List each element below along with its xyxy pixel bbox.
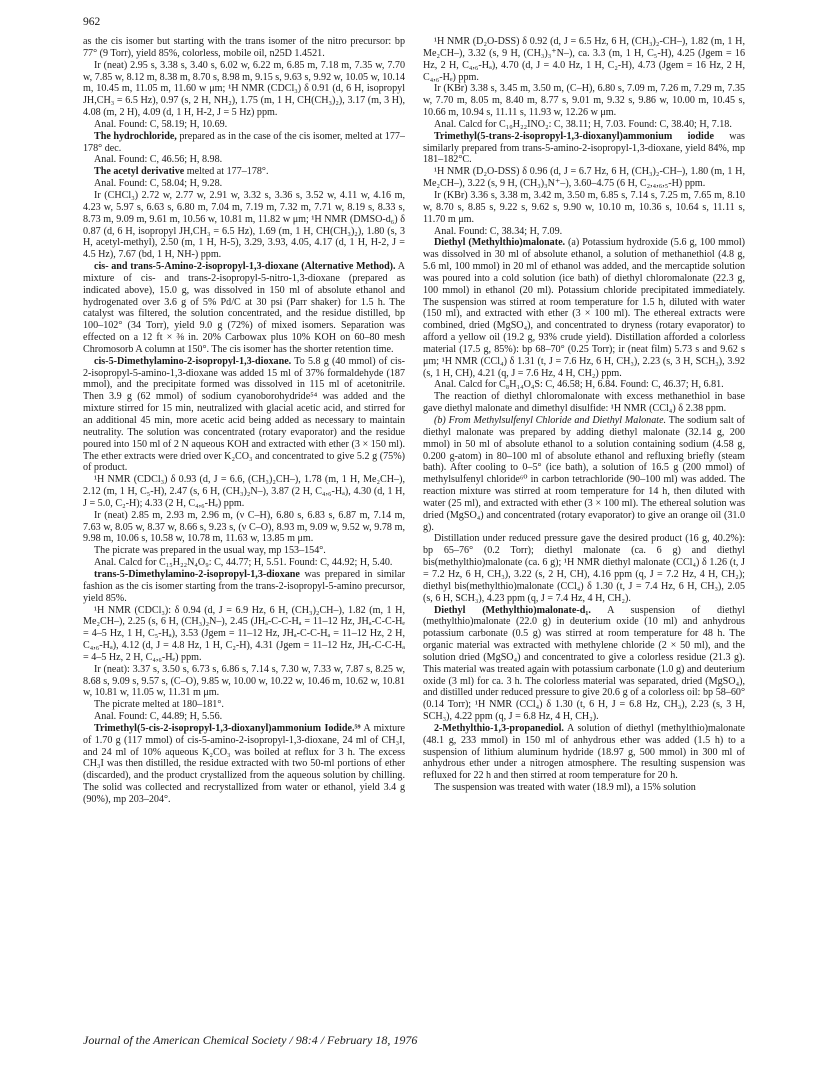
paragraph: ¹H NMR (CDCl₃) δ 0.93 (d, J = 6.6, (CH₃)₂CH–), 1.78 (m, 1 H, Me₂CH–), 2.12 (m, 1 H, C₅-H), 2.47 (s, 6 H, (CH₃)₂N–), 3.87 (2 H, C₄,₆-Hₐ), 4.30 (d, 1 H, J = 5.0, C₂-H); 4.33 (2 H, C₄,₆-Hₑ) ppm. — [83, 474, 405, 509]
paragraph: Anal. Found: C, 58.19; H, 10.69. — [94, 118, 228, 130]
paragraph — [423, 131, 745, 167]
paragraph — [423, 415, 745, 533]
paragraph-text: was prepared in similar fashion as the cis isomer starting from the trans-2-isopropyl-5-amino precursor, yield 85%. — [83, 568, 405, 604]
paragraph-text: was similarly prepared from trans-5-amino-2-isopropyl-1,3-dioxane, yield 84%, mp 181–182°C. — [423, 130, 745, 166]
paragraph: ¹H NMR (CDCl₃): δ 0.94 (d, J = 6.9 Hz, 6 H, (CH₃)₂CH–), 1.82 (m, 1 H, Me₂CH–), 2.25 (s, 6 H, (CH₃)₂N–), 2.45 (JHₐ-C-C-Hₐ = 11–12 Hz, JHₐ-C-C-Hₑ = 4–5 Hz, 1 H, C₅-Hₐ), 3.53 (Jgem = 11–12 Hz, JHₐ-C-C-Hₐ = 11–12 Hz, 2 H, C₄,₆-Hₐ), 4.12 (d, J = 4.8 Hz, 1 H, C₂-H), 4.31 (Jgem = 11–12 Hz, JHₑ-C-C-Hₐ = 4–5 Hz, 2 H, C₄,₆-Hₑ) ppm. — [83, 604, 405, 663]
paragraph: Anal. Found: C, 46.56; H, 8.98. — [94, 154, 223, 166]
paragraph: as the cis isomer but starting with the trans isomer of the nitro precursor: bp 77° (9 Torr), yield 85%, colorless, mobile oil, n25D 1.4521. — [83, 36, 405, 59]
paragraph: Ir (neat) 2.85 m, 2.93 m, 2.96 m, (ν C–H), 6.80 s, 6.83 s, 6.87 m, 7.14 m, 7.63 w, 8.05 w, 8.37 w, 8.66 s, 9.23 s, (ν C–O), 8.93 m, 9.09 w, 9.52 w, 9.78 m, 9.98 m, 10.06 s, 10.58 w, 10.78 m, 11.63 w, 13.85 m μm. — [83, 509, 405, 545]
paragraph-text: (a) Potassium hydroxide (5.6 g, 100 mmol) was dissolved in 30 ml of absolute ethanol, a solution of methanethiol (4.8 g, 5.6 ml, 100 mmol) in 20 ml of ethanol was added, and the mercaptide solution was poured into a cold solution (ice bath) of diethyl chloromalonate (22.3 g, 100 mmol) in ethanol (20 ml). Potassium chloride precipitated immediately. The suspension was stirred at room temperature for 1.5 h, diluted with water (150 ml), and extracted with ether (3 × 100 ml). The ethereal extracts were combined, dried (MgSO₄), and concentrated to dryness (rotary evaporator) to afford a yellow oil (19.2 g, 93% crude yield). Distillation afforded a colorless material (17.5 g, 85%): bp 68–70° (0.25 Torr); ir (neat film) 5.73 s and 9.62 s μm; ¹H NMR (CCl₄) δ 1.31 (t, J = 7.6 Hz, 6 H, CH₃), 2.23 (s, 3 H, SCH₃), 3.92 (s, 1 H, CH), 4.21 (q, J = 7.6 Hz, 4 H, CH₂) ppm. — [423, 237, 746, 379]
paragraph-text: A mixture of cis- and trans-2-isopropyl-5-nitro-1,3-dioxane (prepared as indicated above), 15.0 g, was dissolved in 150 ml of absolute ethanol and hydrogenated over 3.6 g of 5% Pd/C at 30 psi (Parr shaker) for 1.5 h. The catalyst was filtered, the solution concentrated, and the residue distilled, bp 100–102° (34 Torr), yield 9.0 g (72%) of mixed isomers. Separation was effected on a 12 ft × ⅜ in. 20% Carbowax plus 10% KOH on 60–80 mesh Chromosorb A column at 150°. The cis isomer has the shorter retention time. — [83, 261, 405, 355]
compound-heading: cis-5-Dimethylamino-2-isopropyl-1,3-dioxane. — [94, 355, 292, 367]
paragraph: Ir (KBr) 3.36 s, 3.38 m, 3.42 m, 3.50 m, 6.85 s, 7.14 s, 7.25 m, 7.65 m, 8.10 w, 8.70 s, 8.85 s, 9.22 s, 9.62 s, 9.90 w, 10.10 m, 10.36 s, 10.64 s, 11.11 s, 11.70 m μm. — [423, 189, 745, 225]
paragraph — [83, 261, 405, 356]
paragraph: Ir (KBr) 3.38 s, 3.45 m, 3.50 m, (C–H), 6.80 s, 7.09 m, 7.26 m, 7.29 m, 7.35 w, 7.70 m, 8.05 m, 8.40 m, 8.77 s, 9.01 m, 9.32 s, 9.86 w, 10.00 m, 10.45 s, 10.66 m, 10.94 s, 11.11 s, 11.93 w, 12.26 w μm. — [423, 83, 745, 119]
paragraph — [83, 356, 405, 474]
right-column — [423, 36, 745, 794]
paragraph-text: To 5.8 g (40 mmol) of cis-2-isopropyl-5-amino-1,3-dioxane was added 15 ml of 37% formaldehyde (187 mmol), and the precipitate formed was dissolved in 115 ml of acetonitrile. Then 3.9 g (62 mmol) of sodium cyanoborohydride⁵⁴ was added and the mixture stirred for 15 min, neutralized with glacial acetic acid, and stirred for an additional 45 min, more acetic acid being added as necessary to maintain neutrality. The solution was concentrated (rotary evaporator) and the residue poured into 150 ml of 2 N aqueous KOH and extracted with ether (3 × 150 ml). The ether extracts were dried over K₂CO₃ and concentrated to give 5.2 g (75%) of product. — [83, 355, 405, 474]
paragraph-text: The sodium salt of diethyl malonate was prepared by adding diethyl malonate (32.14 g, 200 mmol) in 50 ml of absolute ethanol to a solution containing sodium (4.58 g, 0.200 g-atom) in 80–100 ml of absolute ethanol and refluxing briefly (steam bath). After cooling to 0–5° (ice bath), a solution of 16.5 g (200 mmol) of methylsulfenyl chloride⁶⁰ in carbon tetrachloride (90–100 ml) was added. The reaction mixture was stirred at room temperature for 14 h, then diluted with water (25 ml), and extracted with ether (3 × 100 ml). The ethereal solution was dried (MgSO₄) and concentrated (rotary evaporator) to give an orange oil (31.0 g). — [423, 415, 745, 533]
paragraph: Anal. Calcd for C₁₀H₂₂INO₂: C, 38.11; H, 7.03. Found: C, 38.40; H, 7.18. — [434, 118, 732, 130]
paragraph: ¹H NMR (D₂O-DSS) δ 0.96 (d, J = 6.7 Hz, 6 H, (CH₃)₂-CH–), 1.80 (m, 1 H, Me₂CH–), 3.22 (s, 9 H, (CH₃)₃N⁺–), 3.60–4.75 (6 H, C₂,₄,₆,₅-H) ppm. — [423, 166, 745, 190]
paragraph: Ir (neat) 2.95 s, 3.38 s, 3.40 s, 6.02 w, 6.22 m, 6.85 m, 7.18 m, 7.35 w, 7.70 w, 7.85 w, 8.12 m, 8.38 m, 8.70 s, 8.98 m, 9.15 s, 9.63 s, 9.92 w, 10.05 w, 10.14 m, 10.45 m, 11.05 m, 11.60 w μm; ¹H NMR (CDCl₃) δ 0.91 (d, 6 H, isopropyl JH,CH₃ = 6.5 Hz), 0.97 (s, 2 H, NH₂), 1.75 (m, 1 H, CH(CH₃)₂), 3.17 (m, 3 H), 4.08 (m, 2 H), 4.09 (d, 1 H, H-2, J = 5 Hz) ppm. — [83, 59, 405, 119]
paragraph: The picrate melted at 180–181°. — [94, 699, 224, 711]
page-number: 962 — [83, 16, 101, 28]
paragraph: Anal. Found: C, 38.34; H, 7.09. — [434, 225, 563, 237]
paragraph: Ir (neat): 3.37 s, 3.50 s, 6.73 s, 6.86 s, 7.14 s, 7.30 w, 7.33 w, 7.87 s, 8.25 w, 8.68 s, 9.09 s, 9.57 s, (C–O), 9.85 w, 10.00 w, 10.22 w, 10.46 m, 10.62 w, 10.81 w, 10.81 w, 11.05 w, 11.31 m μm. — [83, 663, 405, 699]
paragraph — [83, 131, 405, 155]
compound-heading: Diethyl (Methylthio)malonate. — [434, 237, 566, 249]
compound-heading: 2-Methylthio-1,3-propanediol. — [434, 722, 564, 734]
journal-footer: Journal of the American Chemical Society / 98:4 / February 18, 1976 — [83, 1033, 418, 1047]
compound-heading: cis- and trans-5-Amino-2-isopropyl-1,3-dioxane (Alternative Method). — [94, 261, 396, 273]
paragraph: Anal. Found: C, 44.89; H, 5.56. — [94, 711, 223, 723]
compound-heading: Diethyl (Methylthio)malonate-d₁. — [434, 604, 591, 616]
paragraph-text: prepared as in the case of the cis isomer, melted at 177–178° dec. — [83, 130, 405, 154]
paragraph: The suspension was treated with water (18.9 ml), a 15% solution — [434, 782, 696, 794]
paragraph — [423, 237, 745, 379]
paragraph: ¹H NMR (D₂O-DSS) δ 0.92 (d, J = 6.5 Hz, 6 H, (CH₃)₂-CH–), 1.82 (m, 1 H, Me₂CH–), 3.32 (s, 9 H, (CH₃)₃⁺N–), ca. 3.3 (m, 1 H, C₅-H), 4.25 (Jgem = 16 Hz, 2 H, C₄,₆-Hₐ), 4.70 (d, J = 4.0 Hz, 1 H, C₂-H), 4.73 (Jgem = 16 Hz, 2 H, C₄,₆-Hₑ) ppm. — [423, 36, 745, 83]
paragraph-text: A solution of diethyl (methylthio)malonate (48.1 g, 233 mmol) in 150 ml of anhydrous ether was added (1.5 h) to a suspension of lithium aluminum hydride (18.97 g, 500 mmol) in 300 ml of anhydrous ether under a nitrogen atmosphere. The resulting suspension was refluxed for 22 h and then stirred at room temperature for 20 h. — [423, 722, 745, 782]
compound-heading: Trimethyl(5-trans-2-isopropyl-1,3-dioxanyl)ammonium iodide — [434, 130, 714, 142]
paragraph-text: A mixture of 1.70 g (117 mmol) of cis-5-amino-2-isopropyl-1,3-dioxane, 24 ml of CH₃I, and 24 ml of 10% aqueous K₂CO₃ was boiled at reflux for 3 h. The excess CH₃I was then distilled, the residue extracted with two 50-ml portions of ether (discarded), and the product crystallized from the aqueous solution by chilling. The solid was collected and recrystallized from water or ethanol, yield 3.4 g (90%), mp 203–204°. — [83, 722, 405, 805]
left-column — [83, 36, 405, 806]
paragraph: The picrate was prepared in the usual way, mp 153–154°. — [94, 545, 326, 557]
paragraph — [423, 723, 745, 782]
paragraph-text: melted at 177–178°. — [184, 166, 269, 178]
paragraph: Anal. Calcd for C₁₅H₂₂N₄O₉: C, 44.77; H, 5.51. Found: C, 44.92; H, 5.40. — [94, 557, 393, 569]
paragraph — [423, 605, 745, 723]
paragraph: The reaction of diethyl chloromalonate with excess methanethiol in base gave diethyl malonate and dimethyl disulfide: ¹H NMR (CCl₄) δ 2.38 ppm. — [423, 391, 745, 415]
compound-heading: The acetyl derivative — [94, 166, 185, 178]
compound-heading: The hydrochloride, — [94, 130, 177, 142]
method-heading: (b) From Methylsulfenyl Chloride and Diethyl Malonate. — [434, 415, 667, 426]
compound-heading: trans-5-Dimethylamino-2-isopropyl-1,3-dioxane — [94, 568, 300, 580]
paragraph-text: A suspension of diethyl (methylthio)malonate (22.0 g) in deuterium oxide (10 ml) and anhydrous potassium carbonate (0.5 g) was stirred at room temperature for 48 h. The organic material was extracted with methylene chloride (2 × 50 ml), and the solution dried (MgSO₄) and concentrated to give a colorless residue (21.3 g). This material was treated again with potassium carbonate (1.0 g) and deuterium oxide (3 ml) for ca. 3 h. The colorless material was separated, dried (MgSO₄), and distilled under reduced pressure to give 20.6 g of a colorless oil: bp 58–60° (0.14 Torr); ¹H NMR (CCl₄) δ 1.30 (t, 6 H, J = 6.8 Hz, CH₃), 2.23 (s, 3 H, SCH₃), 4.22 ppm (q, J = 6.8 Hz, 4 H, CH₂). — [423, 604, 746, 723]
paragraph — [83, 166, 405, 178]
paragraph: Ir (CHCl₃) 2.72 w, 2.77 w, 2.91 w, 3.32 s, 3.36 s, 3.52 w, 4.11 w, 4.16 m, 4.23 w, 5.97 s, 6.63 s, 6.80 m, 7.04 m, 7.19 m, 7.32 m, 7.71 w, 8.19 s, 8.33 s, 8.73 m, 9.09 m, 9.61 m, 10.56 w, 10.81 m, 11.82 w μm; ¹H NMR (DMSO-d₆) δ 0.87 (d, 6 H, isopropyl JH,CH₃ = 6.5 Hz), 1.69 (m, 1 H, CH(CH₃)₂), 1.80 (s, 3 H, acetyl-methyl), 2.50 (m, 1 H, H-5), 3.29, 3.93, 4.05, 4.17 (d, 1 H, H-2, J = 4.5 Hz), 7.67 (bd, 1 H, NH-) ppm. — [83, 189, 405, 261]
paragraph — [83, 723, 405, 806]
paragraph — [83, 569, 405, 605]
paragraph: Anal. Calcd for C₈H₁₄O₄S: C, 46.58; H, 6.84. Found: C, 46.37; H, 6.81. — [434, 379, 724, 391]
paragraph: Anal. Found: C, 58.04; H, 9.28. — [94, 178, 223, 190]
compound-heading: Trimethyl(5-cis-2-isopropyl-1,3-dioxanyl)ammonium Iodide.⁵⁹ — [94, 722, 361, 734]
paragraph: Distillation under reduced pressure gave the desired product (16 g, 40.2%): bp 65–76° (0.2 Torr); diethyl malonate (ca. 6 g) and diethyl bis(methylthio)malonate (ca. 6 g); ¹H NMR diethyl malonate (CCl₄) δ 1.26 (t, J = 7.2 Hz, 6 H, CH₃), 3.22 (s, 2 H, CH), 4.16 ppm (q, J = 7.2 Hz, 4 H, CH₂); diethyl bis(methylthio)malonate (CCl₄) δ 1.30 (t, J = 7.4 Hz, 6 H, CH₃), 2.05 (s, 6 H, SCH₃), 4.23 ppm (q, J = 7.4 Hz, 4 H, CH₂). — [423, 533, 745, 604]
